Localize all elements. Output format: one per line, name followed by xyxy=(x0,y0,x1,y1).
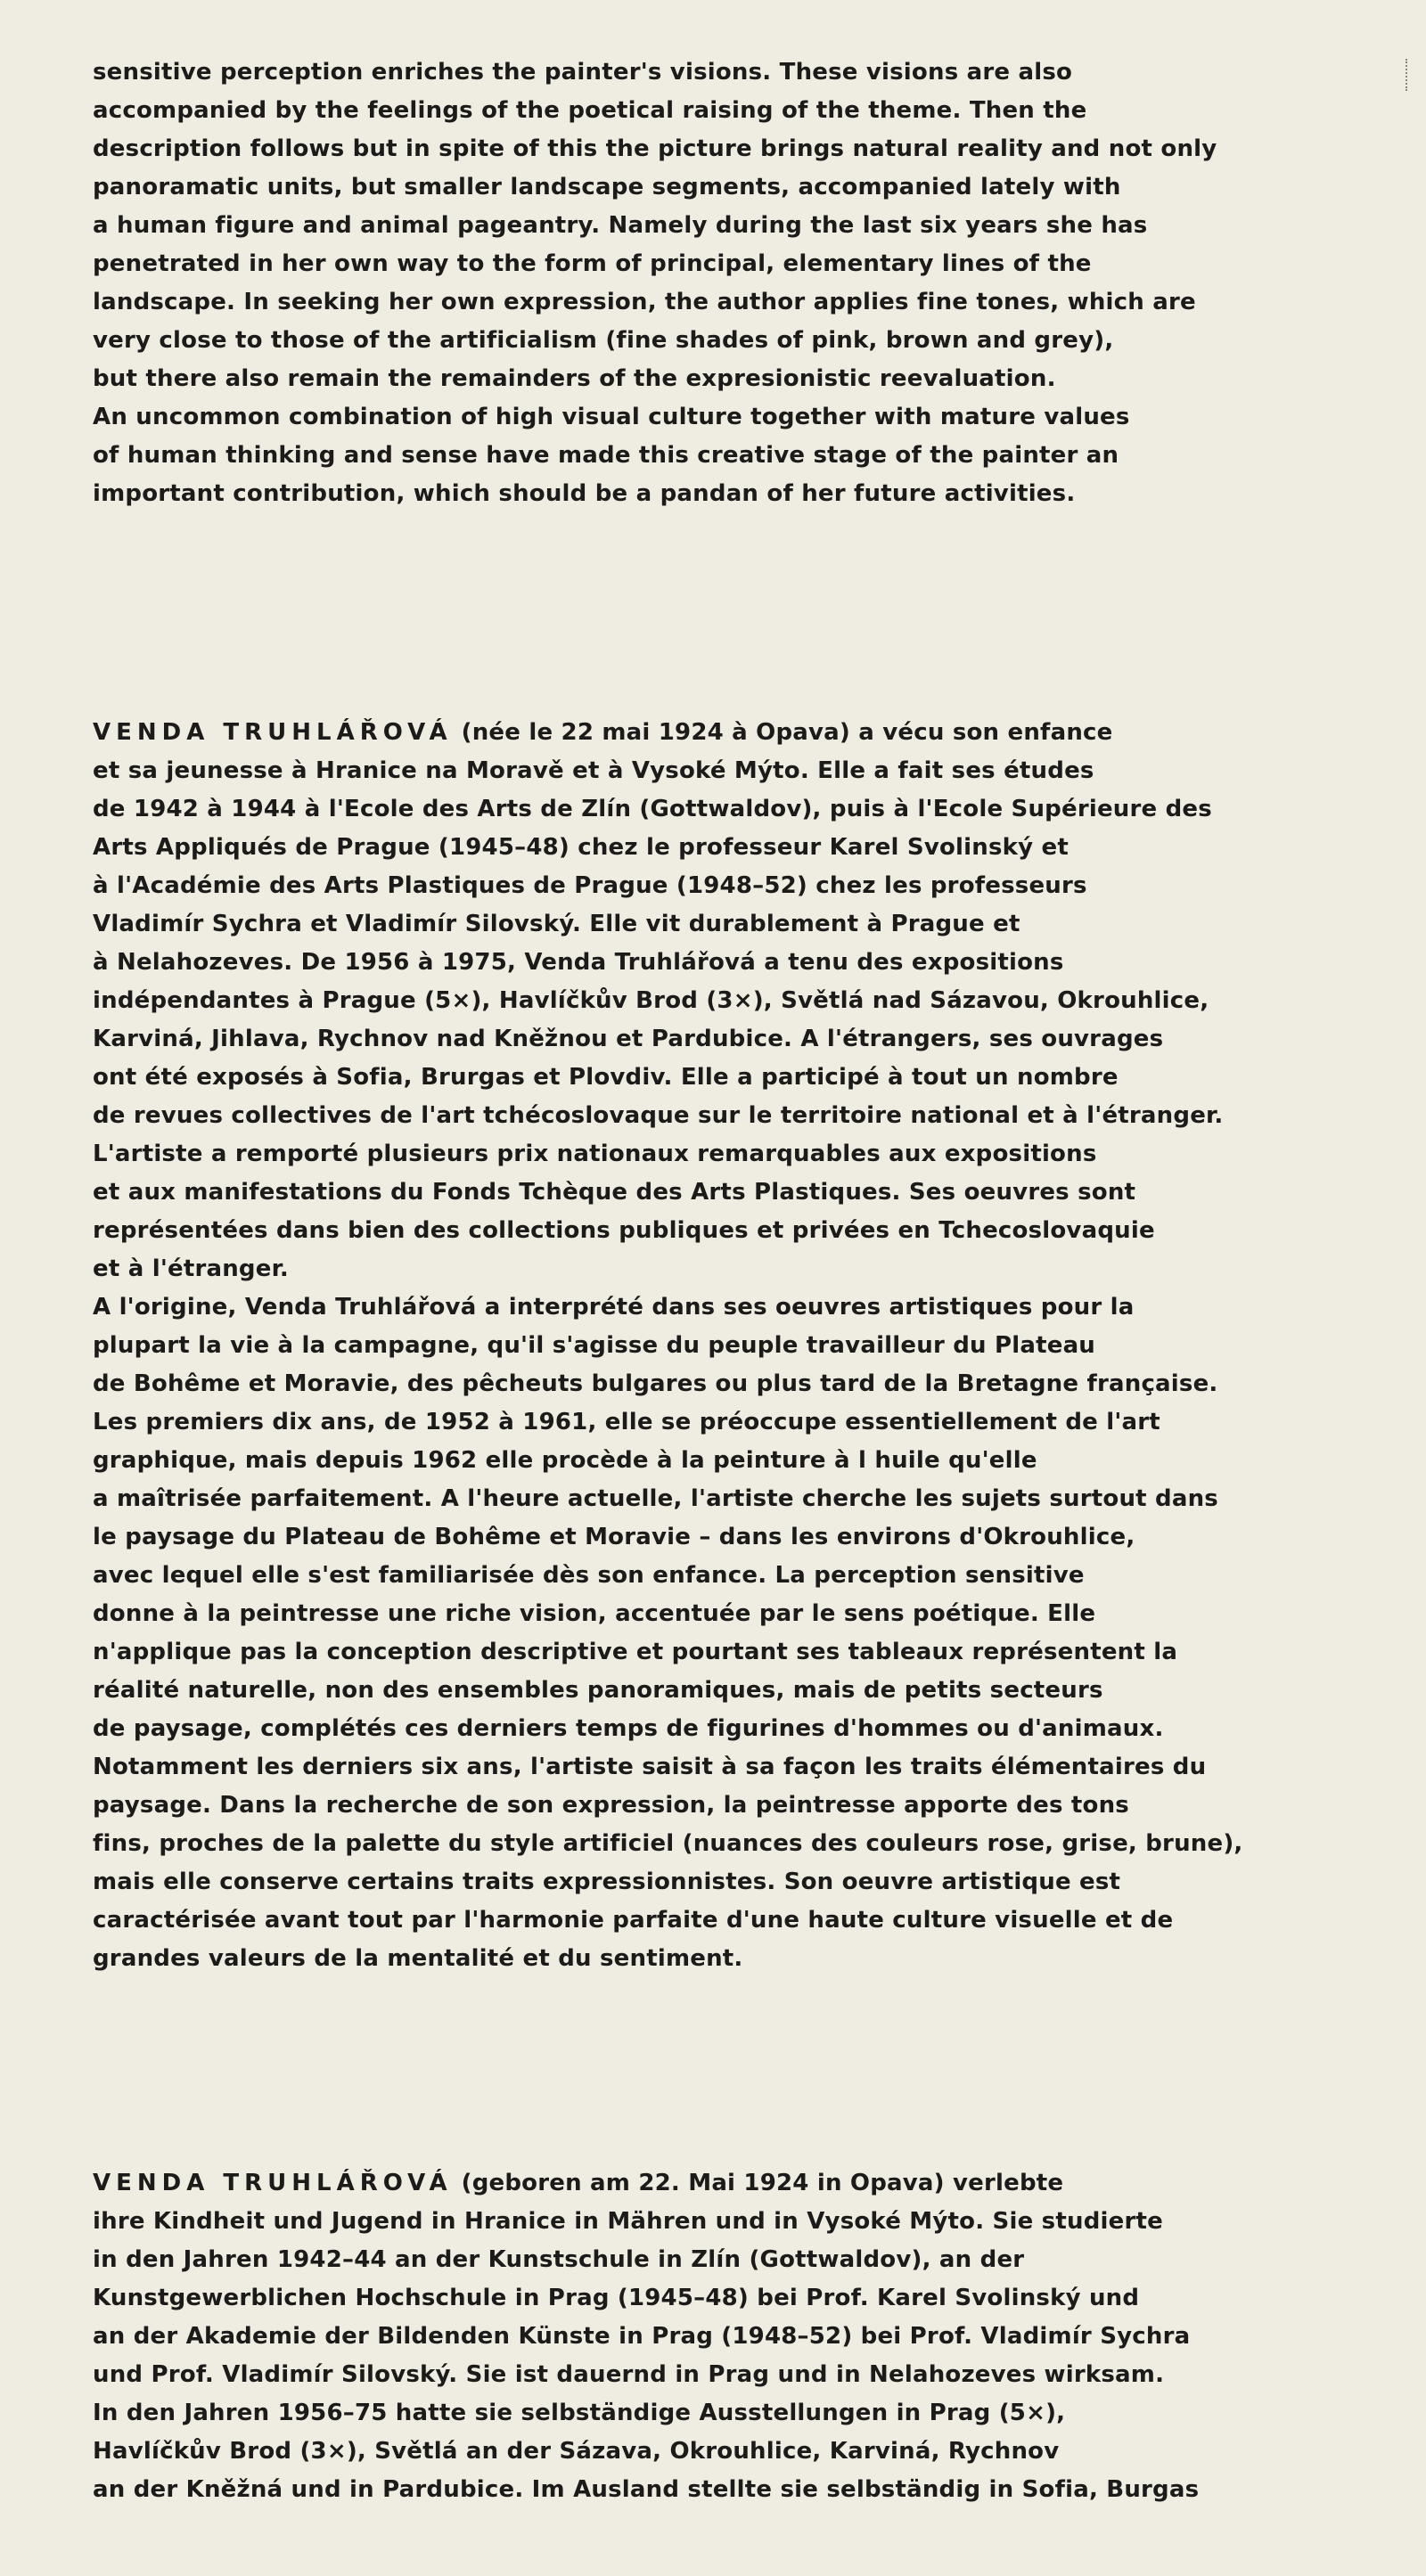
text-line: de paysage, complétés ces derniers temps de figurines d'hommes ou d'animaux. xyxy=(93,1715,1164,1742)
text-line: ont été exposés à Sofia, Brurgas et Plovdiv. Elle a participé à tout un nombre xyxy=(93,1064,1119,1091)
text-line: mais elle conserve certains traits expressionnistes. Son oeuvre artistique est xyxy=(93,1869,1121,1895)
text-line: in den Jahren 1942–44 an der Kunstschule in Zlín (Gottwaldov), an der xyxy=(93,2246,1025,2273)
text-line: penetrated in her own way to the form of principal, elementary lines of the xyxy=(93,250,1092,277)
text-line: donne à la peintresse une riche vision, accentuée par le sens poétique. Elle xyxy=(93,1600,1096,1627)
text-line: indépendantes à Prague (5×), Havlíčkův Brod (3×), Světlá nad Sázavou, Okrouhlice, xyxy=(93,987,1209,1014)
text-line: Havlíčkův Brod (3×), Světlá an der Sázava, Okrouhlice, Karviná, Rychnov xyxy=(93,2438,1060,2465)
text-line: fins, proches de la palette du style artificiel (nuances des couleurs rose, grise, brune), xyxy=(93,1830,1243,1857)
text-line: An uncommon combination of high visual culture together with mature values xyxy=(93,404,1130,430)
text-line: et aux manifestations du Fonds Tchèque des Arts Plastiques. Ses oeuvres sont xyxy=(93,1179,1136,1206)
text-line: Les premiers dix ans, de 1952 à 1961, elle se préoccupe essentiellement de l'art xyxy=(93,1409,1160,1435)
text-line: a maîtrisée parfaitement. A l'heure actuelle, l'artiste cherche les sujets surtout dans xyxy=(93,1485,1218,1512)
text-line: et sa jeunesse à Hranice na Moravě et à Vysoké Mýto. Elle a fait ses études xyxy=(93,757,1094,784)
text-line: very close to those of the artificialism (fine shades of pink, brown and grey), xyxy=(93,327,1114,354)
text-line: caractérisée avant tout par l'harmonie parfaite d'une haute culture visuelle et de xyxy=(93,1907,1174,1934)
text-line: Vladimír Sychra et Vladimír Silovský. Elle vit durablement à Prague et xyxy=(93,911,1020,937)
text-line: und Prof. Vladimír Silovský. Sie ist dauernd in Prag und in Nelahozeves wirksam. xyxy=(93,2361,1165,2388)
text-line: Kunstgewerblichen Hochschule in Prag (1945–48) bei Prof. Karel Svolinský und xyxy=(93,2285,1140,2311)
french-text-block xyxy=(93,714,1358,1978)
text-line: paysage. Dans la recherche de son expression, la peintresse apporte des tons xyxy=(93,1792,1129,1819)
text-line: a human figure and animal pageantry. Namely during the last six years she has xyxy=(93,212,1148,239)
text-line: an der Akademie der Bildenden Künste in Prag (1948–52) bei Prof. Vladimír Sychra xyxy=(93,2323,1191,2350)
text-line: à Nelahozeves. De 1956 à 1975, Venda Truhlářová a tenu des expositions xyxy=(93,949,1064,976)
german-first-line-text: (geboren am 22. Mai 1924 in Opava) verlebte xyxy=(461,2170,1064,2196)
text-line: et à l'étranger. xyxy=(93,1255,289,1282)
text-line: de Bohême et Moravie, des pêcheuts bulgares ou plus tard de la Bretagne française. xyxy=(93,1370,1218,1397)
text-line: panoramatic units, but smaller landscape segments, accompanied lately with xyxy=(93,174,1121,200)
text-line: L'artiste a remporté plusieurs prix nationaux remarquables aux expositions xyxy=(93,1141,1097,1167)
french-artist-name: VENDA TRUHLÁŘOVÁ xyxy=(93,719,453,746)
text-line: A l'origine, Venda Truhlářová a interprété dans ses oeuvres artistiques pour la xyxy=(93,1294,1135,1321)
text-line: Karviná, Jihlava, Rychnov nad Kněžnou et Pardubice. A l'étrangers, ses ouvrages xyxy=(93,1026,1164,1052)
text-line: description follows but in spite of this the picture brings natural reality and not only xyxy=(93,135,1217,162)
text-line: an der Kněžná und in Pardubice. Im Ausland stellte sie selbständig in Sofia, Burgas xyxy=(93,2476,1200,2503)
text-line: n'applique pas la conception descriptive et pourtant ses tableaux représentent la xyxy=(93,1639,1178,1665)
text-line: avec lequel elle s'est familiarisée dès son enfance. La perception sensitive xyxy=(93,1562,1085,1589)
text-line: important contribution, which should be a pandan of her future activities. xyxy=(93,480,1076,507)
text-line: réalité naturelle, non des ensembles panoramiques, mais de petits secteurs xyxy=(93,1677,1103,1704)
page-edge-mark xyxy=(1406,59,1410,91)
text-line: sensitive perception enriches the painter's visions. These visions are also xyxy=(93,59,1073,86)
german-text-block xyxy=(93,2164,1358,2509)
text-line: le paysage du Plateau de Bohême et Moravie – dans les environs d'Okrouhlice, xyxy=(93,1524,1135,1550)
text-line: landscape. In seeking her own expression, the author applies fine tones, which are xyxy=(93,289,1196,315)
german-artist-name: VENDA TRUHLÁŘOVÁ xyxy=(93,2170,453,2196)
text-line: de revues collectives de l'art tchécoslovaque sur le territoire national et à l'étranger. xyxy=(93,1102,1224,1129)
text-line: plupart la vie à la campagne, qu'il s'agisse du peuple travailleur du Plateau xyxy=(93,1332,1096,1359)
text-line: représentées dans bien des collections publiques et privées en Tchecoslovaquie xyxy=(93,1217,1155,1244)
text-line: Arts Appliqués de Prague (1945–48) chez le professeur Karel Svolinský et xyxy=(93,834,1069,861)
text-line: Notamment les derniers six ans, l'artiste saisit à sa façon les traits élémentaires du xyxy=(93,1754,1207,1780)
french-first-line-text: (née le 22 mai 1924 à Opava) a vécu son enfance xyxy=(461,719,1113,746)
text-line: accompanied by the feelings of the poetical raising of the theme. Then the xyxy=(93,97,1087,124)
text-line: à l'Académie des Arts Plastiques de Prague (1948–52) chez les professeurs xyxy=(93,872,1087,899)
french-first-line xyxy=(93,714,1358,752)
text-line: de 1942 à 1944 à l'Ecole des Arts de Zlín (Gottwaldov), puis à l'Ecole Supérieure des xyxy=(93,796,1212,822)
text-line: of human thinking and sense have made this creative stage of the painter an xyxy=(93,442,1119,469)
text-line: graphique, mais depuis 1962 elle procède à la peinture à l huile qu'elle xyxy=(93,1447,1037,1474)
text-line: but there also remain the remainders of the expresionistic reevaluation. xyxy=(93,365,1056,392)
text-line: In den Jahren 1956–75 hatte sie selbständige Ausstellungen in Prag (5×), xyxy=(93,2400,1066,2426)
text-line: ihre Kindheit und Jugend in Hranice in Mähren und in Vysoké Mýto. Sie studierte xyxy=(93,2208,1163,2235)
text-line: grandes valeurs de la mentalité et du sentiment. xyxy=(93,1945,743,1972)
german-first-line xyxy=(93,2164,1358,2203)
english-text-block xyxy=(93,53,1358,513)
